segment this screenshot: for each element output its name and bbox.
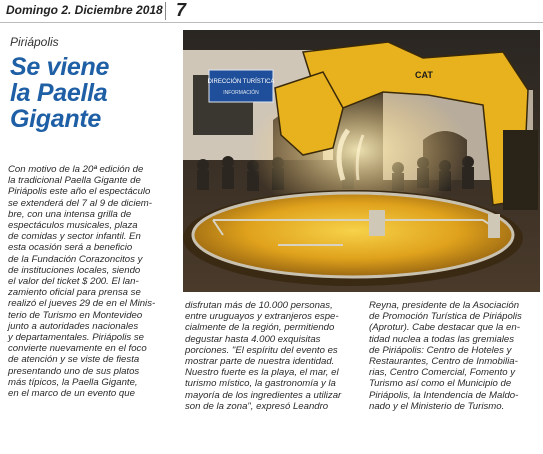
header-divider xyxy=(165,2,166,20)
text-line: de comidas y sector infantil. En xyxy=(8,231,141,243)
text-line: se extenderá del 7 al 9 de diciem- xyxy=(8,197,152,209)
text-line: realizó el jueves 29 de en el Minis- xyxy=(8,298,156,310)
article-column-1 xyxy=(8,164,174,399)
article-photo xyxy=(183,30,540,292)
paella-photo-illustration xyxy=(183,30,540,292)
text-line: turismo místico, la gastronomía y la xyxy=(185,378,336,390)
text-line: presentando uno de sus platos xyxy=(8,365,140,377)
text-line: Restaurantes, Centro de Inmobilia- xyxy=(369,356,518,368)
page-number: 7 xyxy=(176,0,187,20)
text-line: la tradicional Paella Gigante de xyxy=(8,175,141,187)
text-line: entre uruguayos y extranjeros espe- xyxy=(185,311,339,323)
text-line: de atención y se viste de fiesta xyxy=(8,354,140,366)
header-rule xyxy=(0,22,543,23)
issue-date: Domingo 2. Diciembre 2018 xyxy=(6,3,163,17)
text-line: rias, Centro Comercial, Fomento y xyxy=(369,367,516,379)
text-line: terio de Turismo en Montevideo xyxy=(8,309,143,321)
text-line: de la Fundación Corazoncitos y xyxy=(8,253,143,265)
text-line: el valor del ticket $ 200. El lan- xyxy=(8,276,139,288)
section-label: Piriápolis xyxy=(10,35,59,49)
text-line: (Aprotur). Cabe destacar que la en- xyxy=(369,322,520,334)
text-line: de instituciones locales, siendo xyxy=(8,264,141,276)
text-line: mostrar parte de nuestra identidad. xyxy=(185,356,335,368)
sign-text: DIRECCIÓN TURÍSTICA xyxy=(207,79,275,85)
text-line: Reyna, presidente de la Asociación xyxy=(369,300,520,311)
text-line: en el marco de un evento que xyxy=(8,388,135,400)
text-line: espectáculos musicales, plaza xyxy=(8,220,138,232)
headline xyxy=(10,54,175,132)
text-line: disfrutan más de 10.000 personas, xyxy=(185,300,333,311)
text-line: cialmente de la región, permitiendo xyxy=(185,322,335,334)
text-line: Con motivo de la 20ª edición de xyxy=(8,164,144,175)
article-column-2 xyxy=(185,300,357,412)
text-line: tidad nuclea a todas las gremiales xyxy=(369,333,515,345)
article-column-3 xyxy=(369,300,539,412)
text-line: de Piriápolis: Centro de Hoteles y xyxy=(369,344,512,356)
text-line: más típicos, la Paella Gigante, xyxy=(8,376,138,388)
text-line: mayoría de los ingredientes a utilizar xyxy=(185,389,342,401)
text-line: son de la zona", expresó Leandro xyxy=(185,400,329,412)
text-line: Piriápolis este año el espectáculo xyxy=(8,186,151,198)
text-line: bre, con una intensa grilla de xyxy=(8,208,132,220)
headline-line: Gigante xyxy=(10,105,101,133)
text-line: junto a autoridades nacionales xyxy=(8,320,139,332)
text-line: degustar hasta 4.000 exquisitas xyxy=(185,333,321,345)
text-line: y departamentales. Piriápolis se xyxy=(8,332,144,344)
page-header xyxy=(0,0,543,22)
text-line: nado y el Ministerio de Turismo. xyxy=(369,400,505,412)
text-line: Turismo así como el Municipio de xyxy=(369,378,512,390)
text-line: esta ocasión será a beneficio xyxy=(8,242,133,254)
headline-line: Se viene xyxy=(10,53,110,81)
sign-subtext: INFORMACIÓN xyxy=(223,90,259,96)
text-line: zamiento oficial para prensa se xyxy=(8,287,141,299)
headline-line: la Paella xyxy=(10,79,108,107)
text-line: convierte nuevamente en el foco xyxy=(8,343,147,355)
text-line: de Promoción Turística de Piriápolis xyxy=(369,311,522,323)
text-line: porciones. "El espíritu del evento es xyxy=(185,344,338,356)
text-line: Piriápolis, la Intendencia de Maldo- xyxy=(369,389,519,401)
machine-brand: CAT xyxy=(415,70,433,80)
text-line: Nuestro fuerte es la playa, el mar, el xyxy=(185,367,339,379)
